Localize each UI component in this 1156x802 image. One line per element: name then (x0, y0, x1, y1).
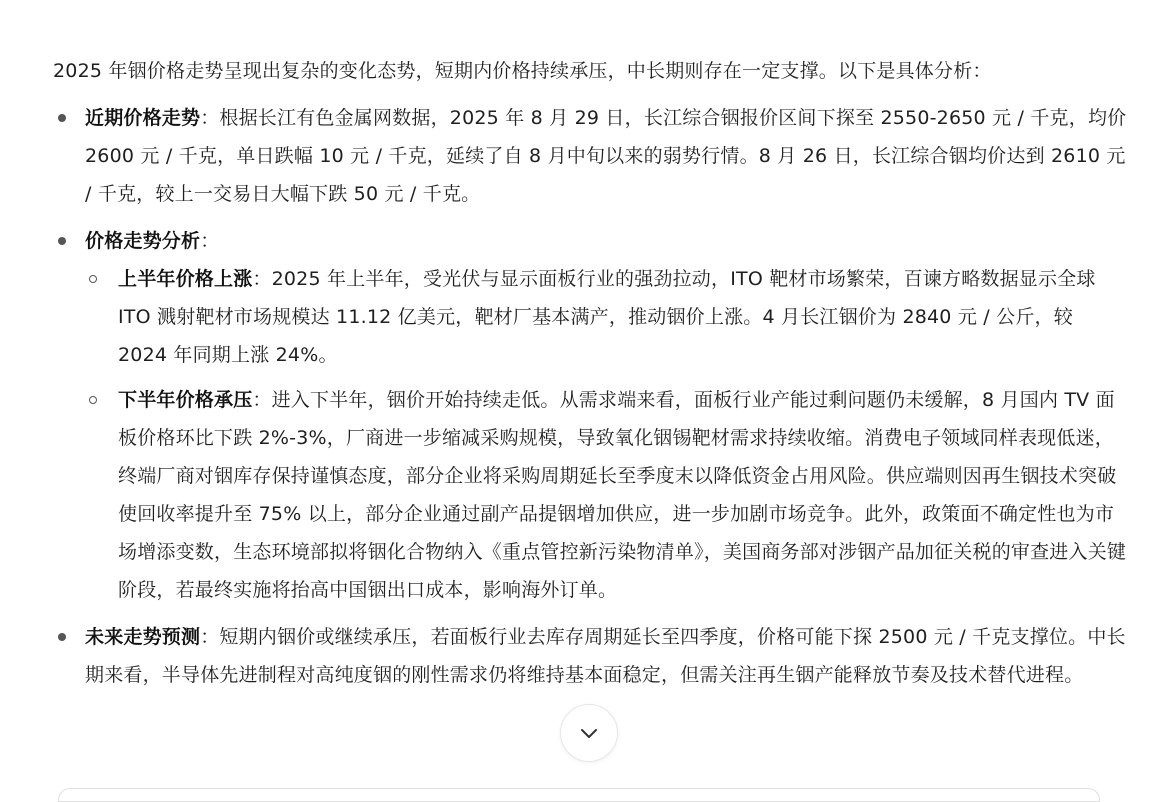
scroll-to-bottom-button[interactable] (560, 704, 618, 762)
item-label: 近期价格走势 (85, 107, 201, 129)
item-text: 短期内铟价或继续承压，若面板行业去库存周期延长至四季度，价格可能下探 2500 元 / 千克支撑位。中长期来看，半导体先进制程对高纯度铟的刚性需求仍将维持基本面稳定，但需关注再生铟产能释放节奏及技术替代进程。 (85, 626, 1126, 686)
item-colon: ： (200, 230, 220, 252)
list-item-recent-trend (53, 99, 1128, 213)
list-item-trend-analysis (53, 222, 1128, 609)
sub-item-first-half (85, 260, 1128, 374)
sub-item-second-half (85, 381, 1128, 609)
sub-item-label: 上半年价格上涨 (118, 268, 253, 290)
sub-list (85, 260, 1128, 609)
item-colon: ： (200, 626, 220, 648)
input-box-edge[interactable] (58, 788, 1100, 802)
sub-item-label: 下半年价格承压 (118, 389, 253, 411)
sub-item-text: 进入下半年，铟价开始持续走低。从需求端来看，面板行业产能过剩问题仍未缓解，8 月国内 TV 面板价格环比下跌 2%-3%，厂商进一步缩减采购规模，导致氧化铟锡靶材需求持续收缩。消费电子领域同样表现低迷，终端厂商对铟库存保持谨慎态度，部分企业将采购周期延长至季度末以降低资金占用风险。供应端则因再生铟技术突破使回收率提升至 75% 以上，部分企业通过副产品提铟增加供应，进一步加剧市场竞争。此外，政策面不确定性也为市场增添变数，生态环境部拟将铟化合物纳入《重点管控新污染物清单》，美国商务部对涉铟产品加征关税的审查进入关键阶段，若最终实施将抬高中国铟出口成本，影响海外订单。 (118, 389, 1127, 601)
item-label: 未来走势预测 (85, 626, 201, 648)
chevron-down-icon (577, 721, 601, 745)
sub-item-colon: ： (252, 389, 272, 411)
item-label: 价格走势分析 (85, 230, 201, 252)
sub-item-colon: ： (252, 268, 272, 290)
list-item-forecast (53, 618, 1128, 694)
item-text: 根据长江有色金属网数据，2025 年 8 月 29 日，长江综合铟报价区间下探至 2550-2650 元 / 千克，均价 2600 元 / 千克，单日跌幅 10 元 / 千克，延续了自 8 月中旬以来的弱势行情。8 月 26 日，长江综合铟均价达到 2610 元 / 千克，较上一交易日大幅下跌 50 元 / 千克。 (85, 107, 1127, 205)
analysis-list (53, 99, 1128, 694)
intro-paragraph: 2025 年铟价格走势呈现出复杂的变化态势，短期内价格持续承压，中长期则存在一定支撑。以下是具体分析： (53, 60, 992, 82)
answer-content (53, 52, 1128, 703)
sub-item-text: 2025 年上半年，受光伏与显示面板行业的强劲拉动，ITO 靶材市场繁荣，百谏方略数据显示全球 ITO 溅射靶材市场规模达 11.12 亿美元，靶材厂基本满产，推动铟价上涨。4 月长江铟价为 2840 元 / 公斤，较 2024 年同期上涨 24%。 (118, 268, 1096, 366)
item-colon: ： (200, 107, 220, 129)
